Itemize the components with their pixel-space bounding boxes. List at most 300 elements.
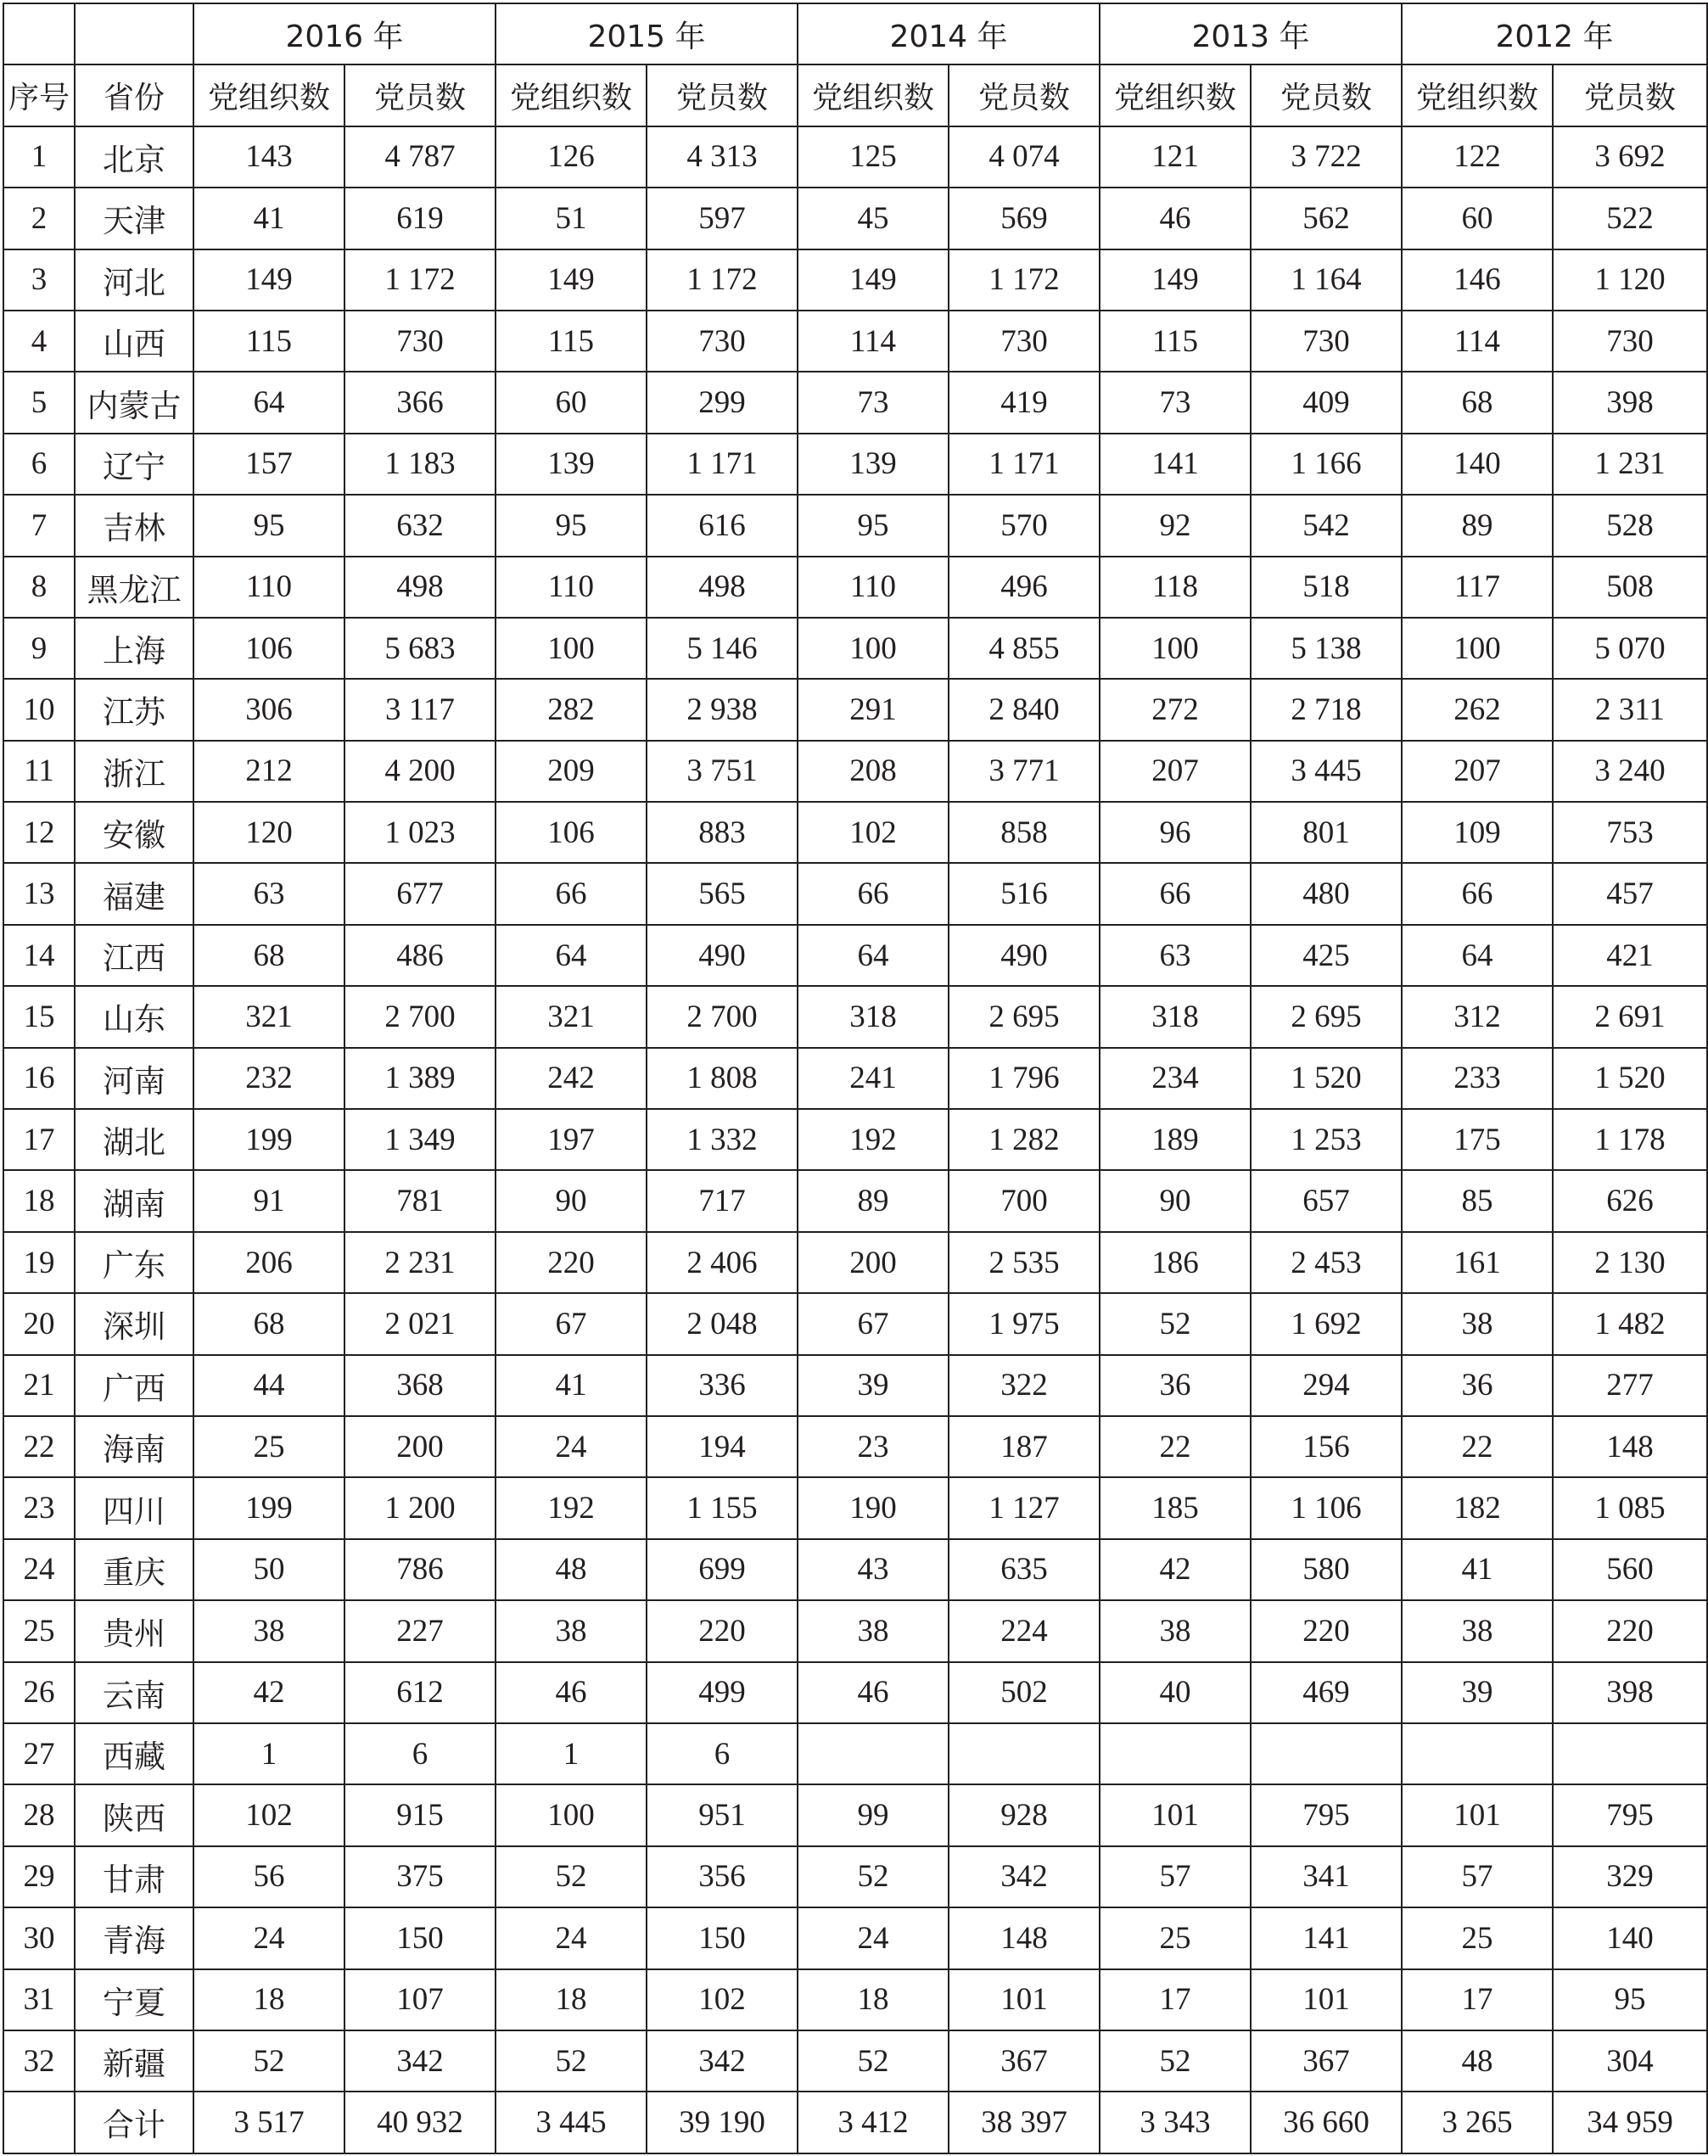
members-cell: 277 bbox=[1553, 1355, 1707, 1416]
orgs-cell: 321 bbox=[496, 986, 647, 1047]
members-cell: 148 bbox=[949, 1907, 1100, 1968]
province-cell: 新疆 bbox=[75, 2030, 193, 2092]
members-cell: 657 bbox=[1251, 1170, 1402, 1231]
orgs-cell: 149 bbox=[496, 249, 647, 311]
members-cell: 102 bbox=[647, 1969, 798, 2030]
members-cell bbox=[949, 1723, 1100, 1784]
table-row bbox=[3, 1600, 1707, 1661]
members-cell: 220 bbox=[647, 1600, 798, 1661]
members-cell: 38 397 bbox=[949, 2092, 1100, 2153]
orgs-cell: 57 bbox=[1100, 1846, 1251, 1907]
orgs-cell: 60 bbox=[1402, 188, 1553, 249]
province-cell: 云南 bbox=[75, 1662, 193, 1723]
members-cell: 635 bbox=[949, 1539, 1100, 1600]
members-cell: 786 bbox=[344, 1539, 496, 1600]
table-row bbox=[3, 1784, 1707, 1845]
members-cell: 730 bbox=[647, 311, 798, 372]
members-cell: 375 bbox=[344, 1846, 496, 1907]
orgs-cell: 139 bbox=[496, 434, 647, 495]
table-row bbox=[3, 1846, 1707, 1907]
orgs-cell: 90 bbox=[496, 1170, 647, 1231]
members-cell: 781 bbox=[344, 1170, 496, 1231]
orgs-cell: 95 bbox=[798, 495, 949, 556]
table-row bbox=[3, 802, 1707, 863]
members-header: 党员数 bbox=[344, 64, 496, 126]
province-cell: 贵州 bbox=[75, 1600, 193, 1661]
orgs-cell: 140 bbox=[1402, 434, 1553, 495]
province-cell: 深圳 bbox=[75, 1293, 193, 1354]
orgs-cell: 149 bbox=[798, 249, 949, 311]
corner-cell-province bbox=[75, 3, 193, 64]
members-cell: 1 166 bbox=[1251, 434, 1402, 495]
members-cell: 2 231 bbox=[344, 1232, 496, 1293]
orgs-cell: 3 445 bbox=[496, 2092, 647, 2153]
index-cell: 28 bbox=[3, 1784, 75, 1845]
orgs-cell: 52 bbox=[496, 2030, 647, 2092]
year-header: 2012 年 bbox=[1402, 3, 1707, 64]
orgs-cell: 233 bbox=[1402, 1048, 1553, 1109]
members-cell: 518 bbox=[1251, 557, 1402, 618]
orgs-cell: 22 bbox=[1402, 1416, 1553, 1477]
orgs-cell: 186 bbox=[1100, 1232, 1251, 1293]
members-cell: 486 bbox=[344, 925, 496, 986]
members-cell: 612 bbox=[344, 1662, 496, 1723]
table-row bbox=[3, 741, 1707, 802]
members-cell: 200 bbox=[344, 1416, 496, 1477]
province-cell: 天津 bbox=[75, 188, 193, 249]
orgs-cell: 122 bbox=[1402, 126, 1553, 188]
members-cell bbox=[1553, 1723, 1707, 1784]
orgs-cell: 39 bbox=[798, 1355, 949, 1416]
table-row bbox=[3, 372, 1707, 433]
table-row bbox=[3, 1907, 1707, 1968]
orgs-cell: 18 bbox=[496, 1969, 647, 2030]
orgs-cell: 321 bbox=[193, 986, 344, 1047]
members-cell: 342 bbox=[647, 2030, 798, 2092]
orgs-cell bbox=[1100, 1723, 1251, 1784]
orgs-cell: 39 bbox=[1402, 1662, 1553, 1723]
orgs-cell: 17 bbox=[1402, 1969, 1553, 2030]
orgs-cell: 1 bbox=[193, 1723, 344, 1784]
members-cell: 2 130 bbox=[1553, 1232, 1707, 1293]
orgs-cell: 64 bbox=[193, 372, 344, 433]
index-cell: 9 bbox=[3, 618, 75, 679]
members-cell: 398 bbox=[1553, 1662, 1707, 1723]
orgs-cell: 3 517 bbox=[193, 2092, 344, 2153]
orgs-cell: 234 bbox=[1100, 1048, 1251, 1109]
members-cell: 150 bbox=[344, 1907, 496, 1968]
members-cell: 4 787 bbox=[344, 126, 496, 188]
orgs-cell: 149 bbox=[193, 249, 344, 311]
members-cell: 1 332 bbox=[647, 1109, 798, 1170]
index-cell: 25 bbox=[3, 1600, 75, 1661]
members-cell: 951 bbox=[647, 1784, 798, 1845]
index-cell: 16 bbox=[3, 1048, 75, 1109]
members-cell: 1 349 bbox=[344, 1109, 496, 1170]
orgs-cell: 36 bbox=[1100, 1355, 1251, 1416]
orgs-cell: 42 bbox=[1100, 1539, 1251, 1600]
members-cell: 2 695 bbox=[1251, 986, 1402, 1047]
orgs-cell: 101 bbox=[1100, 1784, 1251, 1845]
orgs-cell: 38 bbox=[1100, 1600, 1251, 1661]
members-cell: 3 692 bbox=[1553, 126, 1707, 188]
orgs-cell: 63 bbox=[1100, 925, 1251, 986]
orgs-cell: 3 412 bbox=[798, 2092, 949, 2153]
orgs-cell: 66 bbox=[1100, 863, 1251, 924]
orgs-cell: 85 bbox=[1402, 1170, 1553, 1231]
members-cell: 565 bbox=[647, 863, 798, 924]
table-row bbox=[3, 495, 1707, 556]
orgs-cell: 209 bbox=[496, 741, 647, 802]
province-header: 省份 bbox=[75, 64, 193, 126]
members-cell: 36 660 bbox=[1251, 2092, 1402, 2153]
members-cell: 398 bbox=[1553, 372, 1707, 433]
members-cell: 2 695 bbox=[949, 986, 1100, 1047]
members-cell: 224 bbox=[949, 1600, 1100, 1661]
table-row bbox=[3, 1170, 1707, 1231]
orgs-cell: 102 bbox=[193, 1784, 344, 1845]
members-cell: 2 840 bbox=[949, 679, 1100, 740]
members-cell: 4 200 bbox=[344, 741, 496, 802]
index-cell: 22 bbox=[3, 1416, 75, 1477]
members-cell: 858 bbox=[949, 802, 1100, 863]
table-row bbox=[3, 1969, 1707, 2030]
orgs-cell: 242 bbox=[496, 1048, 647, 1109]
index-cell: 20 bbox=[3, 1293, 75, 1354]
members-cell: 5 683 bbox=[344, 618, 496, 679]
members-cell: 156 bbox=[1251, 1416, 1402, 1477]
members-cell: 2 938 bbox=[647, 679, 798, 740]
orgs-cell: 52 bbox=[798, 1846, 949, 1907]
orgs-cell: 44 bbox=[193, 1355, 344, 1416]
orgs-cell: 68 bbox=[193, 1293, 344, 1354]
members-cell: 227 bbox=[344, 1600, 496, 1661]
province-cell: 重庆 bbox=[75, 1539, 193, 1600]
members-header: 党员数 bbox=[647, 64, 798, 126]
orgs-cell: 200 bbox=[798, 1232, 949, 1293]
province-cell: 福建 bbox=[75, 863, 193, 924]
index-cell: 15 bbox=[3, 986, 75, 1047]
year-header-row bbox=[3, 3, 1707, 64]
index-cell: 32 bbox=[3, 2030, 75, 2092]
table-row bbox=[3, 618, 1707, 679]
members-cell: 5 070 bbox=[1553, 618, 1707, 679]
orgs-header: 党组织数 bbox=[798, 64, 949, 126]
orgs-cell: 3 343 bbox=[1100, 2092, 1251, 2153]
table-row bbox=[3, 434, 1707, 495]
orgs-cell: 182 bbox=[1402, 1477, 1553, 1538]
orgs-cell: 41 bbox=[496, 1355, 647, 1416]
members-cell: 356 bbox=[647, 1846, 798, 1907]
index-cell: 7 bbox=[3, 495, 75, 556]
orgs-cell: 73 bbox=[1100, 372, 1251, 433]
members-cell: 490 bbox=[647, 925, 798, 986]
members-cell: 560 bbox=[1553, 1539, 1707, 1600]
members-cell: 150 bbox=[647, 1907, 798, 1968]
members-cell: 516 bbox=[949, 863, 1100, 924]
index-cell: 8 bbox=[3, 557, 75, 618]
orgs-cell: 68 bbox=[193, 925, 344, 986]
members-cell: 717 bbox=[647, 1170, 798, 1231]
orgs-cell: 117 bbox=[1402, 557, 1553, 618]
members-cell: 3 722 bbox=[1251, 126, 1402, 188]
orgs-cell: 50 bbox=[193, 1539, 344, 1600]
orgs-cell: 60 bbox=[496, 372, 647, 433]
members-cell: 3 751 bbox=[647, 741, 798, 802]
members-cell: 4 313 bbox=[647, 126, 798, 188]
orgs-cell: 120 bbox=[193, 802, 344, 863]
members-cell: 1 023 bbox=[344, 802, 496, 863]
members-cell: 3 117 bbox=[344, 679, 496, 740]
orgs-cell: 3 265 bbox=[1402, 2092, 1553, 2153]
orgs-cell: 36 bbox=[1402, 1355, 1553, 1416]
index-cell: 19 bbox=[3, 1232, 75, 1293]
orgs-cell: 89 bbox=[798, 1170, 949, 1231]
province-cell: 合计 bbox=[75, 2092, 193, 2153]
orgs-cell: 306 bbox=[193, 679, 344, 740]
members-cell: 4 074 bbox=[949, 126, 1100, 188]
members-cell: 95 bbox=[1553, 1969, 1707, 2030]
members-cell: 480 bbox=[1251, 863, 1402, 924]
orgs-cell: 68 bbox=[1402, 372, 1553, 433]
table-row bbox=[3, 679, 1707, 740]
orgs-cell: 95 bbox=[193, 495, 344, 556]
members-cell: 1 231 bbox=[1553, 434, 1707, 495]
orgs-cell: 24 bbox=[798, 1907, 949, 1968]
members-cell: 2 453 bbox=[1251, 1232, 1402, 1293]
table-row bbox=[3, 2030, 1707, 2092]
index-cell: 12 bbox=[3, 802, 75, 863]
table-row bbox=[3, 557, 1707, 618]
year-header: 2013 年 bbox=[1100, 3, 1402, 64]
province-cell: 吉林 bbox=[75, 495, 193, 556]
members-cell: 730 bbox=[344, 311, 496, 372]
orgs-cell: 291 bbox=[798, 679, 949, 740]
index-cell: 1 bbox=[3, 126, 75, 188]
members-cell: 699 bbox=[647, 1539, 798, 1600]
index-cell: 26 bbox=[3, 1662, 75, 1723]
index-cell: 10 bbox=[3, 679, 75, 740]
orgs-cell: 115 bbox=[496, 311, 647, 372]
members-cell: 2 311 bbox=[1553, 679, 1707, 740]
members-cell: 528 bbox=[1553, 495, 1707, 556]
orgs-cell: 110 bbox=[496, 557, 647, 618]
province-cell: 辽宁 bbox=[75, 434, 193, 495]
table-row bbox=[3, 126, 1707, 188]
province-cell: 宁夏 bbox=[75, 1969, 193, 2030]
orgs-cell: 118 bbox=[1100, 557, 1251, 618]
orgs-cell: 46 bbox=[798, 1662, 949, 1723]
index-cell: 5 bbox=[3, 372, 75, 433]
members-cell: 2 048 bbox=[647, 1293, 798, 1354]
column-header-row bbox=[3, 64, 1707, 126]
members-cell: 1 520 bbox=[1553, 1048, 1707, 1109]
members-cell: 508 bbox=[1553, 557, 1707, 618]
members-cell: 632 bbox=[344, 495, 496, 556]
index-cell: 11 bbox=[3, 741, 75, 802]
orgs-cell: 51 bbox=[496, 188, 647, 249]
orgs-cell: 318 bbox=[798, 986, 949, 1047]
members-cell: 220 bbox=[1553, 1600, 1707, 1661]
orgs-cell: 64 bbox=[496, 925, 647, 986]
members-cell: 562 bbox=[1251, 188, 1402, 249]
members-cell: 1 389 bbox=[344, 1048, 496, 1109]
province-cell: 河北 bbox=[75, 249, 193, 311]
orgs-cell: 125 bbox=[798, 126, 949, 188]
members-header: 党员数 bbox=[1251, 64, 1402, 126]
orgs-cell: 66 bbox=[1402, 863, 1553, 924]
year-header: 2016 年 bbox=[193, 3, 496, 64]
orgs-cell: 18 bbox=[798, 1969, 949, 2030]
orgs-cell: 24 bbox=[193, 1907, 344, 1968]
province-cell: 安徽 bbox=[75, 802, 193, 863]
members-cell: 2 691 bbox=[1553, 986, 1707, 1047]
members-cell: 342 bbox=[949, 1846, 1100, 1907]
members-cell bbox=[1251, 1723, 1402, 1784]
orgs-cell: 64 bbox=[798, 925, 949, 986]
province-cell: 四川 bbox=[75, 1477, 193, 1538]
members-cell: 677 bbox=[344, 863, 496, 924]
table-row bbox=[3, 1048, 1707, 1109]
orgs-cell: 146 bbox=[1402, 249, 1553, 311]
orgs-cell: 46 bbox=[496, 1662, 647, 1723]
orgs-cell: 110 bbox=[193, 557, 344, 618]
members-cell: 1 178 bbox=[1553, 1109, 1707, 1170]
members-cell: 3 445 bbox=[1251, 741, 1402, 802]
orgs-cell: 38 bbox=[1402, 1600, 1553, 1661]
members-cell: 336 bbox=[647, 1355, 798, 1416]
province-cell: 甘肃 bbox=[75, 1846, 193, 1907]
orgs-cell: 99 bbox=[798, 1784, 949, 1845]
table-row bbox=[3, 863, 1707, 924]
members-cell: 626 bbox=[1553, 1170, 1707, 1231]
province-cell: 内蒙古 bbox=[75, 372, 193, 433]
corner-cell-index bbox=[3, 3, 75, 64]
members-cell: 499 bbox=[647, 1662, 798, 1723]
members-cell: 329 bbox=[1553, 1846, 1707, 1907]
orgs-cell: 95 bbox=[496, 495, 647, 556]
index-cell: 30 bbox=[3, 1907, 75, 1968]
members-cell: 39 190 bbox=[647, 2092, 798, 2153]
orgs-cell: 1 bbox=[496, 1723, 647, 1784]
orgs-cell: 90 bbox=[1100, 1170, 1251, 1231]
members-cell: 3 771 bbox=[949, 741, 1100, 802]
orgs-cell: 220 bbox=[496, 1232, 647, 1293]
orgs-cell: 139 bbox=[798, 434, 949, 495]
members-cell: 569 bbox=[949, 188, 1100, 249]
members-cell: 2 718 bbox=[1251, 679, 1402, 740]
members-cell: 883 bbox=[647, 802, 798, 863]
table-row bbox=[3, 1723, 1707, 1784]
members-cell: 795 bbox=[1251, 1784, 1402, 1845]
members-cell: 1 520 bbox=[1251, 1048, 1402, 1109]
index-cell: 31 bbox=[3, 1969, 75, 2030]
index-cell: 29 bbox=[3, 1846, 75, 1907]
orgs-cell: 121 bbox=[1100, 126, 1251, 188]
members-cell: 322 bbox=[949, 1355, 1100, 1416]
members-cell: 5 146 bbox=[647, 618, 798, 679]
members-cell: 366 bbox=[344, 372, 496, 433]
index-cell: 4 bbox=[3, 311, 75, 372]
orgs-cell: 25 bbox=[1100, 1907, 1251, 1968]
members-cell: 915 bbox=[344, 1784, 496, 1845]
members-cell: 1 085 bbox=[1553, 1477, 1707, 1538]
members-cell: 368 bbox=[344, 1355, 496, 1416]
index-cell: 13 bbox=[3, 863, 75, 924]
orgs-cell: 45 bbox=[798, 188, 949, 249]
orgs-cell: 206 bbox=[193, 1232, 344, 1293]
orgs-cell: 48 bbox=[496, 1539, 647, 1600]
orgs-cell: 66 bbox=[798, 863, 949, 924]
index-cell: 24 bbox=[3, 1539, 75, 1600]
orgs-cell: 38 bbox=[193, 1600, 344, 1661]
orgs-cell: 161 bbox=[1402, 1232, 1553, 1293]
index-cell: 23 bbox=[3, 1477, 75, 1538]
orgs-cell: 52 bbox=[798, 2030, 949, 2092]
year-header: 2015 年 bbox=[496, 3, 798, 64]
orgs-cell: 43 bbox=[798, 1539, 949, 1600]
orgs-cell: 92 bbox=[1100, 495, 1251, 556]
orgs-cell: 46 bbox=[1100, 188, 1251, 249]
total-row bbox=[3, 2092, 1707, 2153]
orgs-cell: 100 bbox=[496, 1784, 647, 1845]
orgs-cell: 143 bbox=[193, 126, 344, 188]
members-cell: 187 bbox=[949, 1416, 1100, 1477]
orgs-cell: 175 bbox=[1402, 1109, 1553, 1170]
index-cell: 6 bbox=[3, 434, 75, 495]
members-cell: 40 932 bbox=[344, 2092, 496, 2153]
orgs-cell: 115 bbox=[1100, 311, 1251, 372]
members-cell: 107 bbox=[344, 1969, 496, 2030]
table-row bbox=[3, 1109, 1707, 1170]
orgs-cell: 91 bbox=[193, 1170, 344, 1231]
members-cell: 1 155 bbox=[647, 1477, 798, 1538]
members-cell: 1 796 bbox=[949, 1048, 1100, 1109]
index-cell: 3 bbox=[3, 249, 75, 311]
table-row bbox=[3, 249, 1707, 311]
orgs-cell: 207 bbox=[1100, 741, 1251, 802]
province-cell: 北京 bbox=[75, 126, 193, 188]
province-cell: 湖北 bbox=[75, 1109, 193, 1170]
orgs-cell: 63 bbox=[193, 863, 344, 924]
members-cell: 1 282 bbox=[949, 1109, 1100, 1170]
members-cell: 140 bbox=[1553, 1907, 1707, 1968]
index-cell: 21 bbox=[3, 1355, 75, 1416]
members-cell: 367 bbox=[1251, 2030, 1402, 2092]
orgs-cell bbox=[798, 1723, 949, 1784]
members-cell: 1 164 bbox=[1251, 249, 1402, 311]
members-cell: 419 bbox=[949, 372, 1100, 433]
orgs-cell: 40 bbox=[1100, 1662, 1251, 1723]
orgs-cell: 185 bbox=[1100, 1477, 1251, 1538]
members-cell: 1 200 bbox=[344, 1477, 496, 1538]
members-cell: 522 bbox=[1553, 188, 1707, 249]
orgs-cell: 96 bbox=[1100, 802, 1251, 863]
orgs-cell: 100 bbox=[496, 618, 647, 679]
members-cell: 5 138 bbox=[1251, 618, 1402, 679]
members-cell: 148 bbox=[1553, 1416, 1707, 1477]
orgs-cell: 149 bbox=[1100, 249, 1251, 311]
index-cell: 14 bbox=[3, 925, 75, 986]
table-body bbox=[3, 126, 1707, 2153]
orgs-cell: 52 bbox=[193, 2030, 344, 2092]
orgs-cell: 190 bbox=[798, 1477, 949, 1538]
orgs-cell: 67 bbox=[496, 1293, 647, 1354]
orgs-cell: 23 bbox=[798, 1416, 949, 1477]
orgs-cell: 157 bbox=[193, 434, 344, 495]
table-row bbox=[3, 1662, 1707, 1723]
orgs-cell: 212 bbox=[193, 741, 344, 802]
